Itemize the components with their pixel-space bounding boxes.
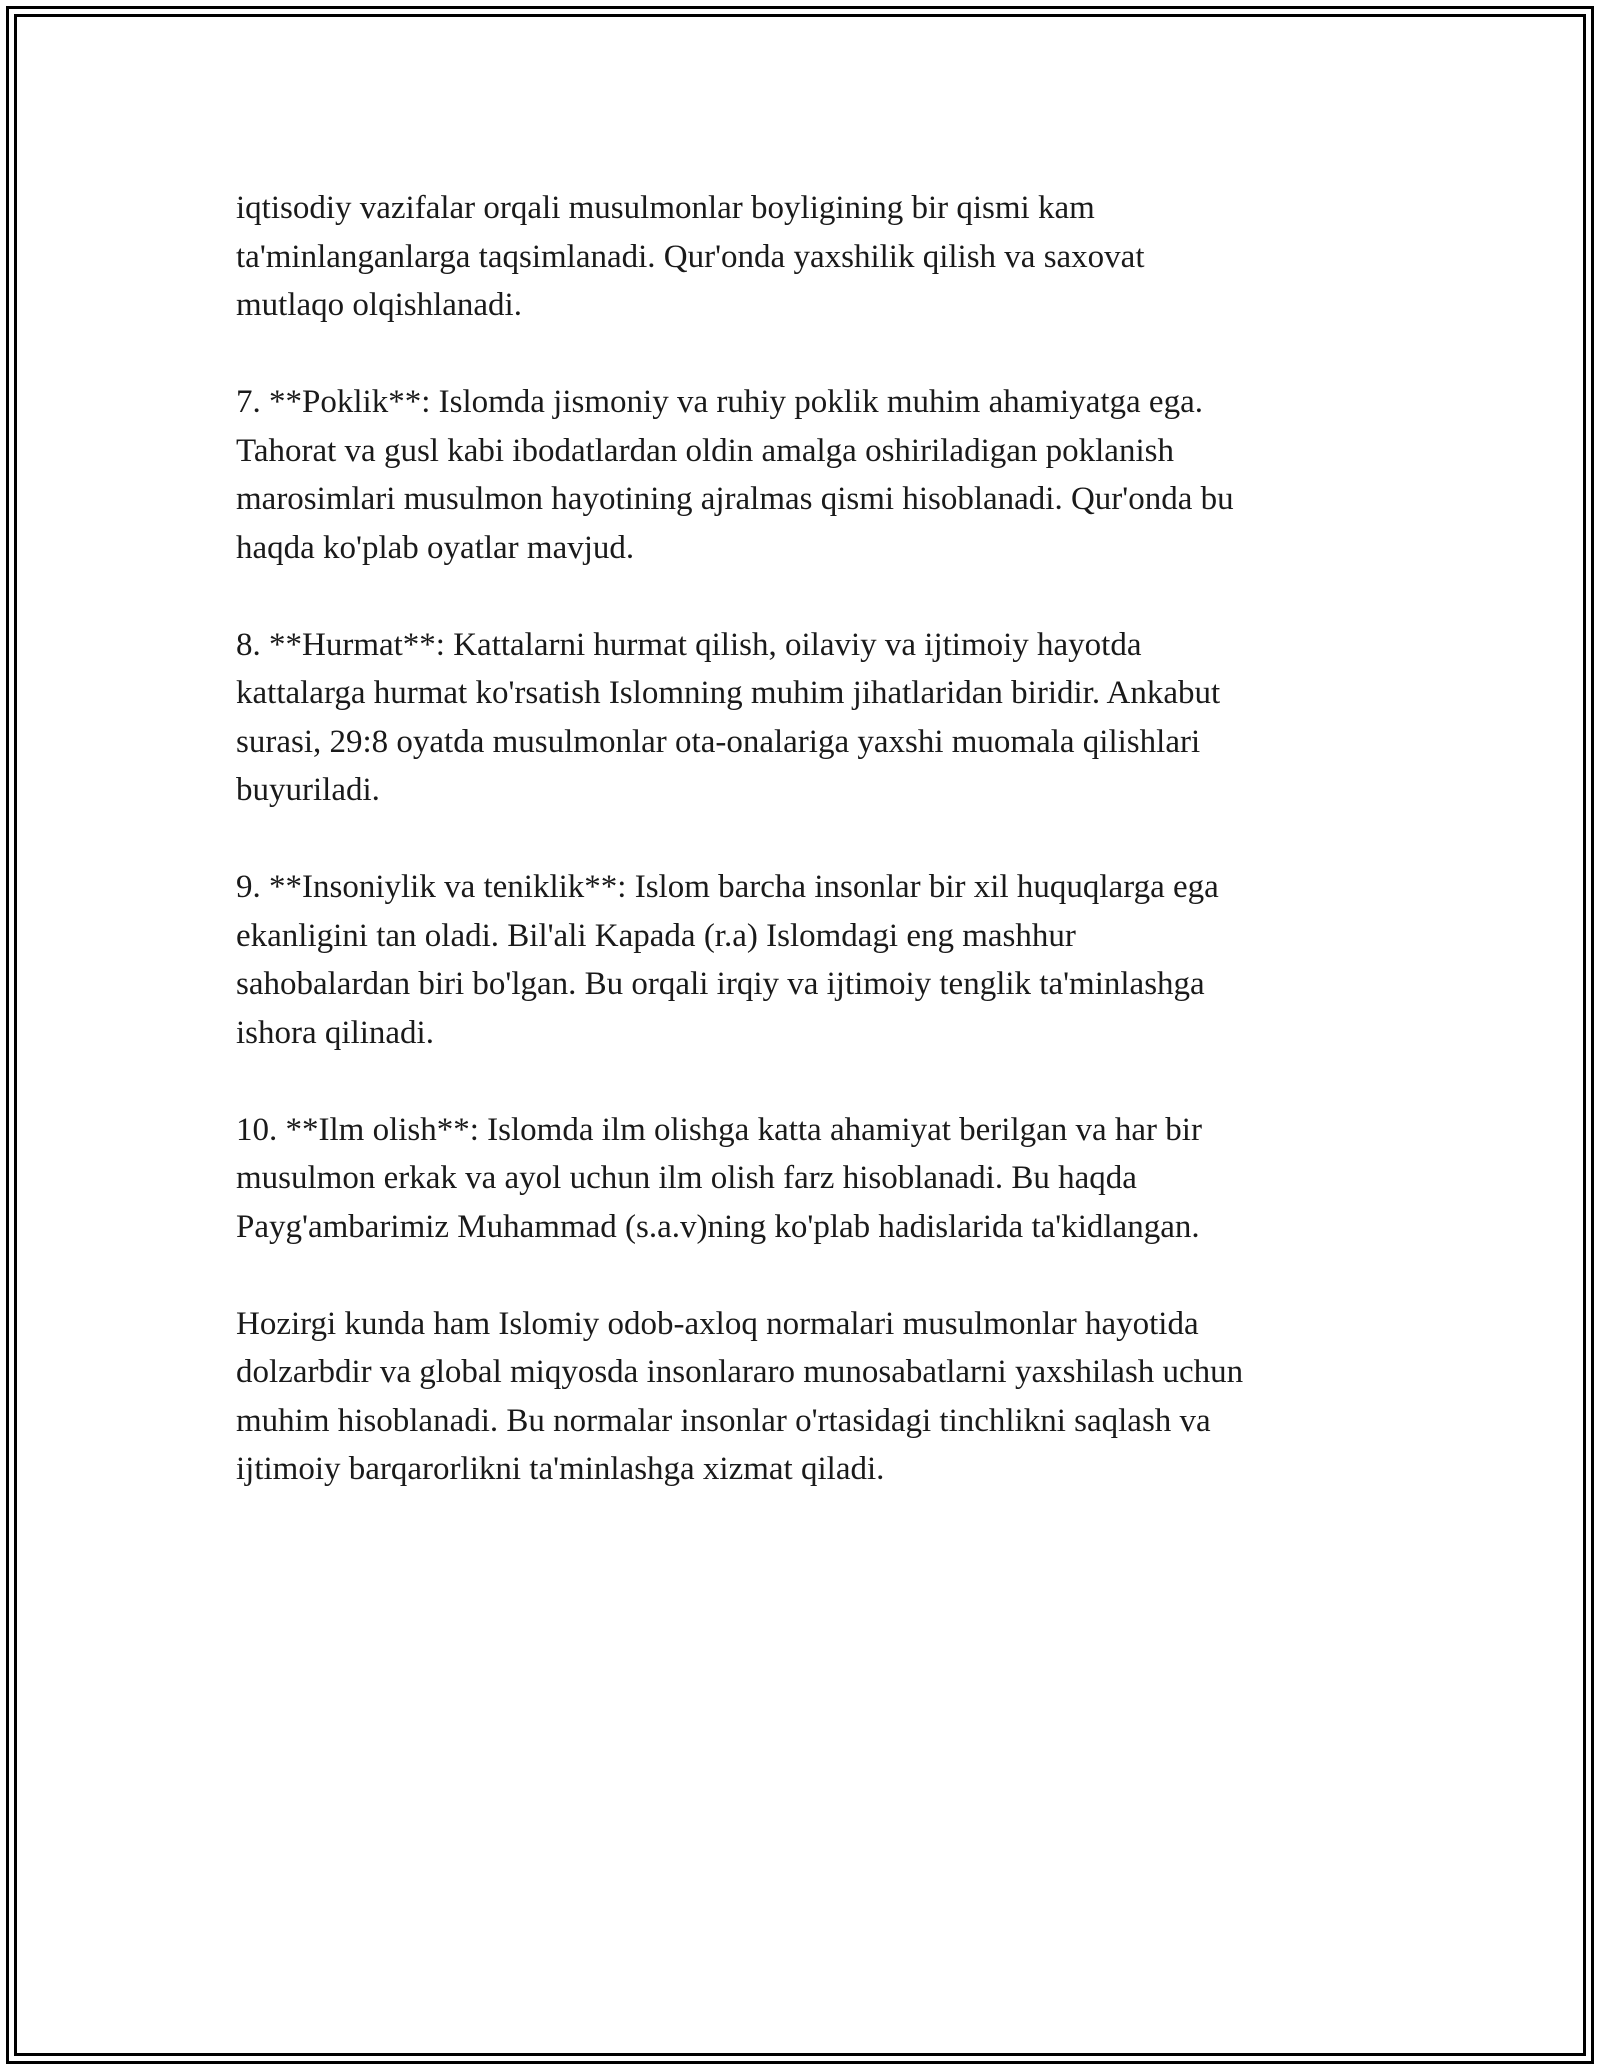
text-line: musulmon erkak va ayol uchun ilm olish farz hisoblanadi. Bu haqda: [236, 1160, 1137, 1196]
text-line: kattalarga hurmat ko'rsatish Islomning muhim jihatlaridan biridir. Ankabut: [236, 675, 1221, 711]
text-line: ta'minlanganlarga taqsimlanadi. Qur'onda yaxshilik qilish va saxovat: [236, 238, 1145, 275]
document-body: [236, 184, 1376, 1542]
text-line: 9. **Insoniylik va teniklik**: Islom barcha insonlar bir xil huquqlarga ega: [236, 869, 1219, 905]
text-line: muhim hisoblanadi. Bu normalar insonlar o'rtasidagi tinchlikni saqlash va: [236, 1402, 1211, 1439]
text-line: dolzarbdir va global miqyosda insonlararo munosabatlarni yaxshilash uchun: [236, 1354, 1244, 1390]
text-line: surasi, 29:8 oyatda musulmonlar ota-onalariga yaxshi muomala qilishlari: [236, 723, 1201, 760]
paragraph-insoniylik: [236, 863, 1376, 1057]
paragraph-ilm-olish: [236, 1106, 1376, 1252]
text-line: iqtisodiy vazifalar orqali musulmonlar boyligining bir qismi kam: [236, 190, 1095, 226]
text-line: Payg'ambarimiz Muhammad (s.a.v)ning ko'plab hadislarida ta'kidlangan.: [236, 1208, 1200, 1245]
text-line: Tahorat va gusl kabi ibodatlardan oldin amalga oshiriladigan poklanish: [236, 432, 1174, 469]
paragraph-conclusion: [236, 1300, 1376, 1494]
paragraph-poklik: [236, 378, 1376, 572]
paragraph-hurmat: [236, 621, 1376, 815]
text-line: Hozirgi kunda ham Islomiy odob-axloq normalari musulmonlar hayotida: [236, 1305, 1199, 1342]
text-line: sahobalardan biri bo'lgan. Bu orqali irqiy va ijtimoiy tenglik ta'minlashga: [236, 966, 1205, 1002]
paragraph-zakat-continuation: [236, 184, 1376, 330]
text-line: ishora qilinadi.: [236, 1014, 434, 1051]
text-line: haqda ko'plab oyatlar mavjud.: [236, 529, 635, 566]
text-line: mutlaqo olqishlanadi.: [236, 287, 522, 323]
text-line: 8. **Hurmat**: Kattalarni hurmat qilish, oilaviy va ijtimoiy hayotda: [236, 626, 1142, 663]
text-line: 10. **Ilm olish**: Islomda ilm olishga katta ahamiyat berilgan va har bir: [236, 1111, 1202, 1148]
text-line: ekanligini tan oladi. Bil'ali Kapada (r.a) Islomdagi eng mashhur: [236, 917, 1076, 954]
text-line: marosimlari musulmon hayotining ajralmas qismi hisoblanadi. Qur'onda bu: [236, 481, 1234, 517]
text-line: buyuriladi.: [236, 772, 380, 808]
text-line: ijtimoiy barqarorlikni ta'minlashga xizmat qiladi.: [236, 1451, 885, 1487]
text-line: 7. **Poklik**: Islomda jismoniy va ruhiy poklik muhim ahamiyatga ega.: [236, 384, 1203, 420]
